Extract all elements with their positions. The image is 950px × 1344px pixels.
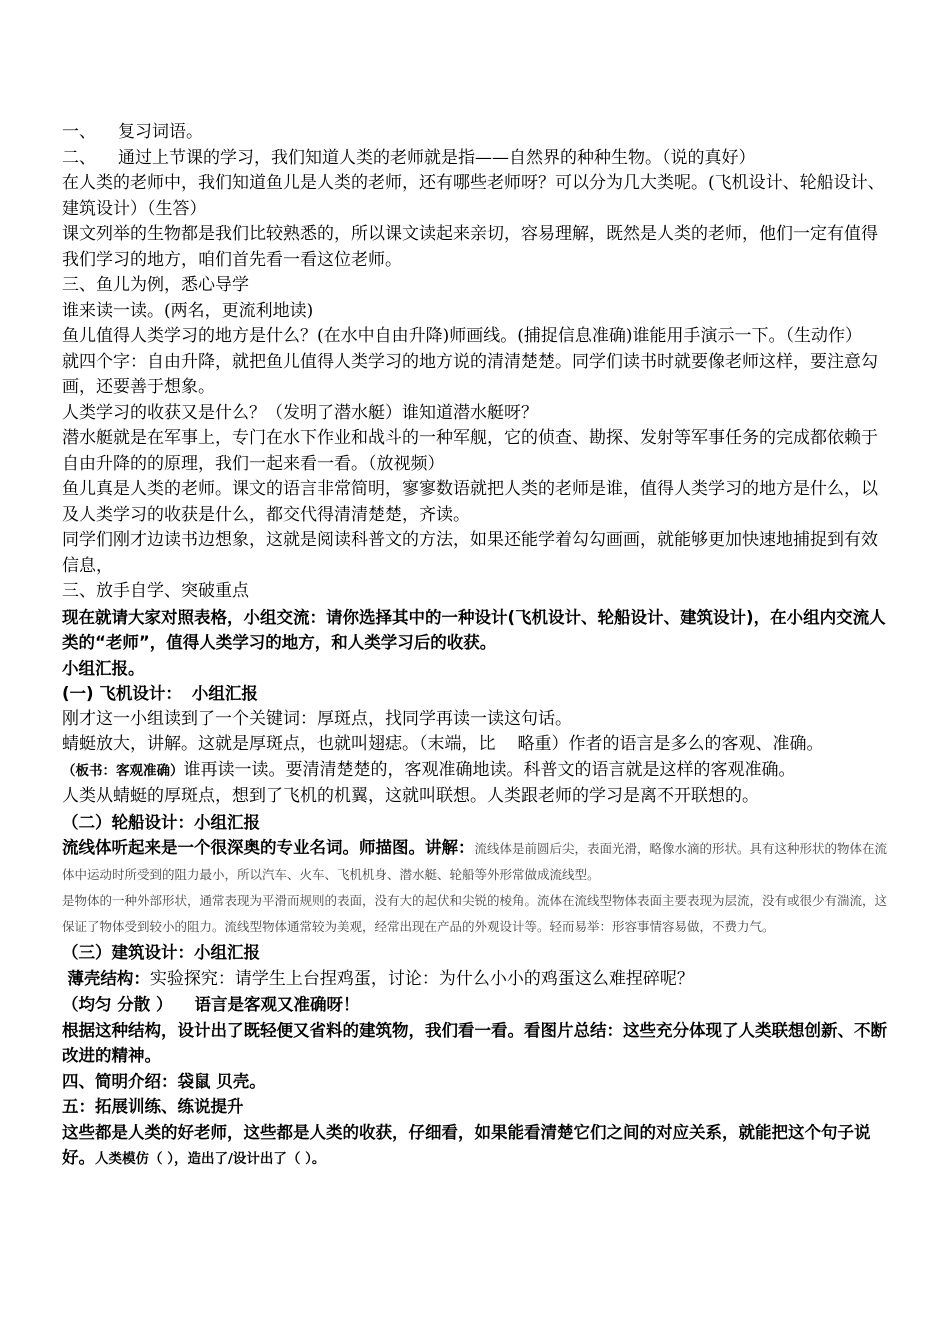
heading-review: 一、 复习词语。: [62, 122, 203, 142]
subheading-building: （三）建筑设计：小组汇报: [62, 943, 260, 962]
document-body: [62, 120, 892, 1173]
paragraph: 鱼儿真是人类的老师。课文的语言非常简明，寥寥数语就把人类的老师是谁，值得人类学习的地方是什么，以及人类学习的收获是什么，都交代得清清楚楚，齐读。: [62, 479, 878, 525]
paragraph: 同学们刚才边读书边想象，这就是阅读科普文的方法，如果还能学着勾勾画画，就能够更加快速地捕捉到有效信息，: [62, 530, 878, 576]
paragraph: （板书：客观准确）谁再读一读。要清清楚楚的，客观准确地读。科普文的语言就是这样的客观准确。: [62, 759, 796, 780]
subheading-ship: （二）轮船设计：小组汇报: [62, 812, 260, 832]
note-paragraph: 是物体的一种外部形状，通常表现为平滑而规则的表面，没有大的起伏和尖锐的棱角。流体在流线型物体表面主要表现为层流，没有或很少有湍流，这保证了物体受到较小的阻力。流线型物体通常较为美观，经常出现在产品的外观设计等。轻而易举：形容事情容易做，不费力气。: [62, 893, 888, 934]
paragraph: 谁来读一读。(两名，更流利地读): [62, 300, 314, 321]
paragraph: 就四个字：自由升降，就把鱼儿值得人类学习的地方说的清清楚楚。同学们读书时就要像老师这样，要注意勾画，还要善于想象。: [62, 351, 878, 397]
paragraph-bold: 这些都是人类的好老师，这些都是人类的收获，仔细看，如果能看清楚它们之间的对应关系，就能把这个句子说好。人类模仿（ ），造出了/设计出了（ ）。: [62, 1122, 871, 1167]
section-heading: 四、简明介绍：袋鼠 贝壳。: [62, 1071, 266, 1091]
paragraph: 蜻蜓放大，讲解。这就是厚斑点，也就叫翅痣。（末端，比 略重）作者的语言是多么的客观、准确。: [62, 734, 824, 754]
paragraph-bold: 现在就请大家对照表格，小组交流：请你选择其中的一种设计(飞机设计、轮船设计、建筑设计)，在小组内交流人类的“老师”，值得人类学习的地方，和人类学习后的收获。: [62, 607, 886, 652]
paragraph: 在人类的老师中，我们知道鱼儿是人类的老师，还有哪些老师呀？可以分为几大类呢。(飞机设计、轮船设计、建筑设计）（生答）: [62, 173, 885, 219]
paragraph: 鱼儿值得人类学习的地方是什么？(在水中自由升降)师画线。(捕捉信息准确)谁能用手演示一下。（生动作）: [62, 326, 863, 346]
paragraph: 潜水艇就是在军事上，专门在水下作业和战斗的一种军舰，它的侦查、勘探、发射等军事任务的完成都依赖于自由升降的的原理，我们一起来看一看。（放视频）: [62, 428, 878, 474]
paragraph: 薄壳结构：实验探究：请学生上台捏鸡蛋，讨论：为什么小小的鸡蛋这么难捏碎呢？: [67, 968, 694, 989]
paragraph: 人类从蜻蜓的厚斑点，想到了飞机的机翼，这就叫联想。人类跟老师的学习是离不开联想的。: [62, 786, 759, 806]
section-heading: 三、放手自学、突破重点: [62, 581, 249, 601]
paragraph-bold: 根据这种结构，设计出了既轻便又省料的建筑物，我们看一看。看图片总结：这些充分体现了人类联想创新、不断改进的精神。: [62, 1020, 887, 1065]
paragraph: 刚才这一小组读到了一个关键词：厚斑点，找同学再读一读这句话。: [62, 708, 572, 729]
paragraph: 课文列举的生物都是我们比较熟悉的，所以课文读起来亲切，容易理解，既然是人类的老师，他们一定有值得我们学习的地方，咱们首先看一看这位老师。: [62, 224, 878, 270]
paragraph: 流线体听起来是一个很深奥的专业名词。师描图。讲解：流线体是前圆后尖，表面光滑，略像水滴的形状。具有这种形状的物体在流体中运动时所受到的阻力最小，所以汽车、火车、飞机机身、潜水艇、轮船等外形常做成流线型。: [62, 838, 888, 882]
paragraph-intro: 二、 通过上节课的学习，我们知道人类的老师就是指——自然界的种种生物。（说的真好）: [62, 147, 756, 168]
section-heading: 三、鱼儿为例，悉心导学: [62, 275, 249, 295]
subheading-airplane: (一) 飞机设计： 小组汇报: [62, 684, 258, 703]
board-note: （板书：客观准确）: [62, 762, 184, 779]
paragraph-bold: （均匀 分散 ） 语言是客观又准确呀！: [62, 995, 360, 1014]
section-heading: 五：拓展训练、练说提升: [62, 1097, 244, 1116]
paragraph: 人类学习的收获又是什么？（发明了潜水艇）谁知道潜水艇呀？: [62, 402, 538, 423]
paragraph-bold: 小组汇报。: [62, 658, 145, 678]
